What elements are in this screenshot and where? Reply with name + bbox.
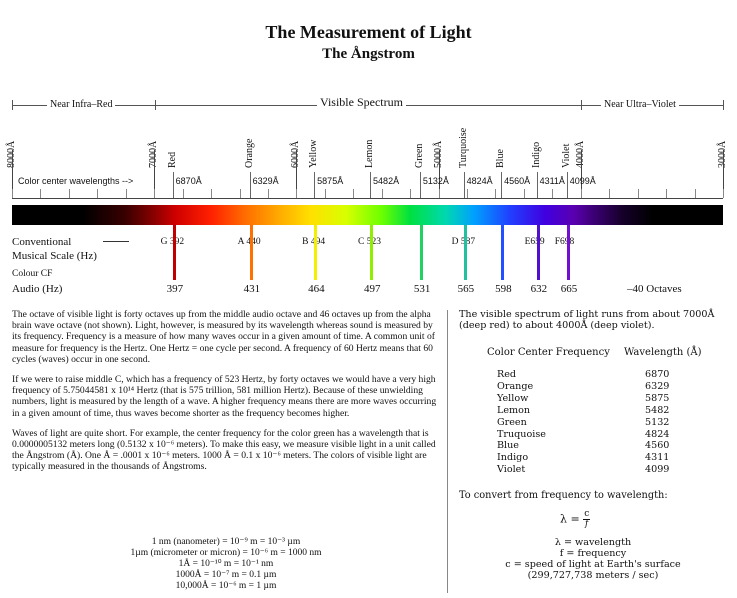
audio-value: 665 bbox=[560, 283, 578, 295]
band-mark-ir bbox=[155, 100, 156, 110]
audio-bar bbox=[420, 225, 423, 280]
audio-bar bbox=[464, 225, 467, 280]
table-cell-color: Red bbox=[497, 369, 517, 380]
page-subtitle: The Ångstrom bbox=[322, 46, 415, 62]
minor-tick bbox=[353, 189, 354, 198]
note-label: D 587 bbox=[451, 237, 476, 247]
scale-label: 7000Å bbox=[148, 140, 160, 168]
color-name-label: Orange bbox=[243, 138, 255, 168]
table-cell-color: Blue bbox=[497, 440, 519, 452]
table-header-wavelength: Wavelength (Å) bbox=[624, 347, 702, 358]
minor-tick bbox=[666, 189, 667, 198]
audio-value: 397 bbox=[166, 283, 184, 295]
audio-value: 464 bbox=[308, 283, 325, 295]
audio-value: 531 bbox=[413, 283, 431, 295]
color-tick bbox=[173, 172, 174, 198]
note-label: G 392 bbox=[160, 237, 185, 247]
minor-tick bbox=[638, 189, 639, 198]
unit-conversions bbox=[12, 537, 440, 592]
musical-pointer bbox=[103, 241, 129, 242]
unit-line: 1µm (micrometer or micron) = 10⁻⁶ m = 1000 nm bbox=[130, 548, 322, 558]
scale-label: 5000Å bbox=[432, 140, 444, 168]
color-tick bbox=[464, 172, 465, 198]
spectrum-bar bbox=[12, 205, 723, 225]
minor-tick bbox=[240, 189, 241, 198]
table-header-color: Color Center Frequency bbox=[487, 347, 610, 358]
audio-label-1: Colour CF bbox=[12, 269, 53, 279]
minor-tick bbox=[410, 189, 411, 198]
color-center-value: 4824Å bbox=[466, 176, 493, 186]
scale-label: 4000Å bbox=[574, 140, 586, 168]
definition-line: c = speed of light at Earth's surface bbox=[505, 559, 681, 570]
audio-bar bbox=[250, 225, 253, 280]
page-title: The Measurement of Light bbox=[265, 22, 472, 42]
note-label: B 494 bbox=[302, 237, 326, 247]
formula-numerator: c bbox=[584, 509, 590, 519]
minor-tick bbox=[154, 189, 155, 198]
audio-label-2: Audio (Hz) bbox=[12, 283, 63, 295]
color-center-value: 6870Å bbox=[175, 176, 202, 186]
octaves-label: –40 Octaves bbox=[627, 283, 682, 295]
table-cell-wavelength: 5875 bbox=[645, 392, 670, 404]
audio-bar bbox=[501, 225, 504, 280]
unit-line: 1 nm (nanometer) = 10⁻⁹ m = 10⁻³ µm bbox=[151, 537, 301, 547]
definition-line: (299,727,738 meters / sec) bbox=[527, 570, 659, 581]
definition-line: f = frequency bbox=[559, 548, 627, 559]
minor-tick bbox=[495, 189, 496, 198]
minor-tick bbox=[97, 189, 98, 198]
color-center-value: 5875Å bbox=[317, 176, 344, 186]
minor-tick bbox=[12, 189, 13, 198]
color-center-label: Color center wavelengths --> bbox=[18, 176, 134, 186]
minor-tick bbox=[695, 189, 696, 198]
color-center-value: 5482Å bbox=[373, 176, 400, 186]
minor-tick bbox=[211, 189, 212, 198]
color-name-label: Yellow bbox=[308, 139, 320, 168]
formula-denominator: f bbox=[585, 519, 589, 529]
audio-bar bbox=[567, 225, 570, 280]
minor-tick bbox=[325, 189, 326, 198]
table-cell-color: Truquoise bbox=[497, 428, 546, 440]
minor-tick bbox=[69, 189, 70, 198]
color-center-value: 4099Å bbox=[569, 176, 596, 186]
unit-line: 1Å = 10⁻¹⁰ m = 10⁻¹ nm bbox=[178, 559, 274, 569]
band-near-uv: Near Ultra–Violet bbox=[601, 99, 679, 111]
audio-value: 565 bbox=[457, 283, 475, 295]
note-label: F698 bbox=[554, 237, 575, 247]
color-name-label: Green bbox=[413, 143, 425, 168]
color-tick bbox=[567, 172, 568, 198]
axis-baseline bbox=[12, 198, 723, 199]
table-cell-color: Yellow bbox=[497, 392, 529, 404]
paragraph-3: Waves of light are quite short. For example, the center frequency for the color green has a wavelength that is 0.0000005132 meters long (0.5132 x 10⁻⁶ meters). To make this easy, we measure visible light in a unit called the Ångstrom (Å). One Å = .0001 x 10⁻⁶ meters. 1000 Å = 0.1 x 10⁻⁶ meters. The colors of visible light are typically measured in the thousands of Ångstroms. bbox=[12, 427, 436, 473]
convert-label: To convert from frequency to wavelength: bbox=[459, 490, 668, 501]
color-name-label: Turquoise bbox=[457, 127, 469, 168]
table-cell-wavelength: 4560 bbox=[645, 440, 670, 452]
minor-tick bbox=[581, 189, 582, 198]
audio-bar bbox=[537, 225, 540, 280]
audio-bar bbox=[370, 225, 373, 280]
audio-bar bbox=[314, 225, 317, 280]
color-tick bbox=[537, 172, 538, 198]
color-center-value: 5132Å bbox=[422, 176, 449, 186]
color-name-label: Blue bbox=[495, 149, 507, 168]
band-mark-uv bbox=[581, 100, 582, 110]
band-near-ir: Near Infra–Red bbox=[47, 99, 115, 111]
audio-value: 431 bbox=[243, 283, 261, 295]
table-cell-color: Violet bbox=[497, 464, 526, 476]
table-cell-color: Lemon bbox=[497, 404, 531, 416]
scale-label: 3000Å bbox=[717, 140, 728, 168]
definition-line: λ = wavelength bbox=[554, 537, 632, 548]
table-cell-color: Green bbox=[497, 416, 527, 428]
minor-tick bbox=[296, 189, 297, 198]
minor-tick bbox=[40, 189, 41, 198]
column-divider bbox=[447, 310, 448, 593]
musical-label-2: Musical Scale (Hz) bbox=[12, 250, 97, 262]
scale-label: 8000Å bbox=[6, 140, 17, 168]
table-cell-wavelength: 4099 bbox=[645, 464, 670, 476]
note-label: A 440 bbox=[237, 237, 261, 247]
minor-tick bbox=[552, 189, 553, 198]
minor-tick bbox=[183, 189, 184, 198]
band-mark-right bbox=[723, 100, 724, 110]
color-tick bbox=[314, 172, 315, 198]
minor-tick bbox=[524, 189, 525, 198]
color-name-label: Violet bbox=[560, 143, 572, 168]
table-cell-wavelength: 6870 bbox=[645, 369, 670, 380]
audio-value: 497 bbox=[364, 283, 381, 295]
color-tick bbox=[501, 172, 502, 198]
note-label: C 523 bbox=[358, 237, 382, 247]
formula-definitions bbox=[459, 537, 727, 581]
wavelength-formula bbox=[560, 510, 590, 529]
band-mark-left bbox=[12, 100, 13, 110]
minor-tick bbox=[126, 189, 127, 198]
unit-line: 10,000Å = 10⁻⁶ m = 1 µm bbox=[175, 581, 277, 591]
audio-bar bbox=[173, 225, 176, 280]
table-cell-wavelength: 4311 bbox=[645, 452, 670, 464]
scale-label: 6000Å bbox=[290, 140, 302, 168]
color-name-label: Lemon bbox=[364, 139, 376, 168]
color-tick bbox=[370, 172, 371, 198]
paragraph-1: The octave of visible light is forty octaves up from the middle audio octave and 46 octaves up from the alpha brain wave octave (not shown). Light, however, is measured by its wavelength whereas sound is measured by its frequency. Frequency is a measure of how many waves occur in a given amount of time. A common unit of measure for frequency is the Hertz. One Hertz = one cycle per second. A frequency of 60 Hertz means that 60 cycles (waves) occur in one second. bbox=[12, 309, 435, 365]
minor-tick bbox=[268, 189, 269, 198]
paragraph-2: If we were to raise middle C, which has a frequency of 523 Hertz, by forty octaves we would have a very high frequency of 5.75044581 x 10¹⁴ Hertz (that is 575 trillion, 581 million Hertz). Because of these unwielding numbers, light is measured by the length of a wave. A higher frequency means there are more waves occurring in a given amount of time, thus waves become shorter as the frequency becomes higher. bbox=[12, 374, 437, 419]
table-cell-wavelength: 6329 bbox=[645, 380, 670, 392]
minor-tick bbox=[439, 189, 440, 198]
color-tick bbox=[250, 172, 251, 198]
table-cell-color: Orange bbox=[497, 380, 534, 392]
color-name-label: Indigo bbox=[530, 141, 542, 168]
audio-value: 598 bbox=[495, 283, 512, 295]
minor-tick bbox=[723, 189, 724, 198]
table-cell-color: Indigo bbox=[497, 452, 529, 464]
band-visible: Visible Spectrum bbox=[317, 96, 406, 108]
visible-range-text: The visible spectrum of light runs from about 7000Å (deep red) to about 4000Å (deep violet). bbox=[459, 309, 715, 332]
table-cell-wavelength: 4824 bbox=[645, 428, 670, 440]
table-cell-wavelength: 5482 bbox=[645, 404, 670, 416]
color-center-value: 4560Å bbox=[504, 176, 531, 186]
audio-value: 632 bbox=[530, 283, 548, 295]
table-cell-wavelength: 5132 bbox=[645, 416, 670, 428]
note-label: E659 bbox=[524, 237, 545, 247]
musical-label-1: Conventional bbox=[12, 236, 72, 248]
formula-lhs: λ = bbox=[560, 512, 580, 526]
minor-tick bbox=[609, 189, 610, 198]
unit-line: 1000Å = 10⁻⁷ m = 0.1 µm bbox=[175, 570, 277, 580]
color-center-value: 6329Å bbox=[252, 176, 279, 186]
color-tick bbox=[420, 172, 421, 198]
color-center-value: 4311Å bbox=[539, 176, 565, 186]
explanation-text bbox=[12, 309, 440, 482]
color-name-label: Red bbox=[166, 151, 178, 168]
minor-tick bbox=[467, 189, 468, 198]
minor-tick bbox=[382, 189, 383, 198]
